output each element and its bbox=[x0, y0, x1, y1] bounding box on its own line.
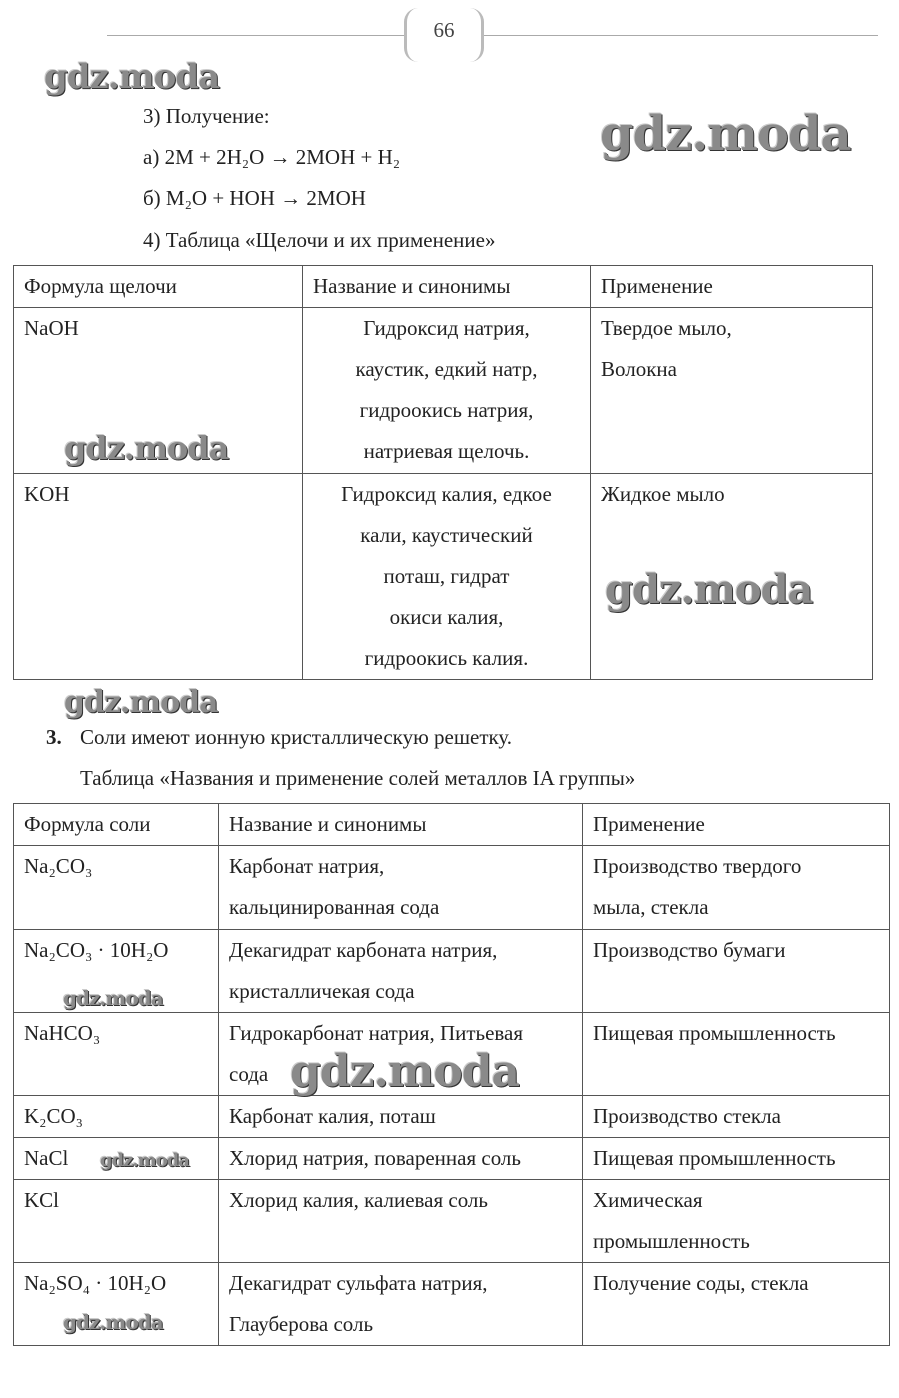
names-cell bbox=[219, 1096, 583, 1138]
names-line: Глауберова соль bbox=[229, 1312, 374, 1336]
use-line: Производство твердого bbox=[593, 854, 802, 878]
header-rule-right bbox=[484, 35, 878, 36]
formula-text: K₂CO₃ bbox=[24, 1104, 83, 1128]
watermark: gdz.moda bbox=[100, 1150, 189, 1171]
formula-cell bbox=[14, 930, 219, 1013]
header-row bbox=[14, 266, 873, 308]
formula-text: Na₂SO₄ · 10H₂O bbox=[24, 1271, 167, 1295]
table-row bbox=[14, 1138, 890, 1180]
use-line: Пищевая промышленность bbox=[593, 1146, 836, 1170]
alkali-table bbox=[13, 265, 873, 680]
column-header: Применение bbox=[583, 804, 890, 846]
item-number: 3. bbox=[46, 725, 62, 749]
table1-caption: 4) Таблица «Щелочи и их применение» bbox=[143, 228, 496, 252]
column-header: Применение bbox=[591, 266, 873, 308]
column-header: Формула соли bbox=[14, 804, 219, 846]
names-line: поташ, гидрат bbox=[383, 564, 510, 588]
table-row bbox=[14, 308, 873, 474]
formula-cell bbox=[14, 474, 303, 680]
table-row bbox=[14, 474, 873, 680]
names-line: Карбонат натрия, bbox=[229, 854, 385, 878]
formula-cell bbox=[14, 308, 303, 474]
table-row bbox=[14, 846, 890, 930]
names-cell bbox=[219, 1138, 583, 1180]
watermark: gdz.moda bbox=[290, 1046, 520, 1097]
names-line: Гидроксид калия, едкое bbox=[341, 482, 552, 506]
table-row bbox=[14, 1263, 890, 1346]
salts-table bbox=[13, 803, 890, 1346]
names-line: Хлорид калия, калиевая соль bbox=[229, 1188, 488, 1212]
salts-statement: Соли имеют ионную кристаллическую решетку. bbox=[80, 725, 513, 749]
names-line: Гидрокарбонат натрия, Питьевая bbox=[229, 1021, 524, 1045]
use-cell bbox=[583, 846, 890, 930]
formula-text: Na₂CO₃ bbox=[24, 854, 93, 878]
names-cell bbox=[219, 1013, 583, 1096]
watermark: gdz.moda bbox=[63, 986, 163, 1010]
table-row bbox=[14, 1096, 890, 1138]
names-line: Карбонат калия, поташ bbox=[229, 1104, 436, 1128]
use-line: Твердое мыло, bbox=[601, 316, 732, 340]
names-line: сода bbox=[229, 1062, 269, 1086]
table-row bbox=[14, 1013, 890, 1096]
formula-text: KOH bbox=[24, 482, 70, 506]
use-line: мыла, стекла bbox=[593, 895, 709, 919]
names-cell bbox=[219, 930, 583, 1013]
column-header: Название и синонимы bbox=[303, 266, 591, 308]
header-rule-left bbox=[107, 35, 404, 36]
use-line: Химическая bbox=[593, 1188, 703, 1212]
names-line: Декагидрат карбоната натрия, bbox=[229, 938, 498, 962]
names-line: Хлорид натрия, поваренная соль bbox=[229, 1146, 521, 1170]
use-line: Получение соды, стекла bbox=[593, 1271, 809, 1295]
watermark: gdz.moda bbox=[44, 57, 220, 97]
formula-text: KCl bbox=[24, 1188, 60, 1212]
names-line: кристалличекая сода bbox=[229, 979, 415, 1003]
names-cell bbox=[219, 1180, 583, 1263]
names-line: кали, каустический bbox=[360, 523, 533, 547]
column-header: Формула щелочи bbox=[14, 266, 303, 308]
names-cell bbox=[303, 474, 591, 680]
names-line: Гидроксид натрия, bbox=[363, 316, 530, 340]
use-line: Пищевая промышленность bbox=[593, 1021, 836, 1045]
use-line: Производство стекла bbox=[593, 1104, 781, 1128]
use-line: Жидкое мыло bbox=[601, 482, 725, 506]
formula-text: Na₂CO₃ · 10H₂O bbox=[24, 938, 169, 962]
section-heading: 3) Получение: bbox=[143, 104, 270, 128]
names-line: гидроокись калия. bbox=[364, 646, 529, 670]
formula-cell bbox=[14, 1180, 219, 1263]
equation-b: б) M₂O + HOH → 2MOH bbox=[143, 186, 366, 210]
formula-text: NaOH bbox=[24, 316, 79, 340]
use-line: Волокна bbox=[601, 357, 677, 381]
use-cell bbox=[583, 1138, 890, 1180]
table-row bbox=[14, 930, 890, 1013]
header-row bbox=[14, 804, 890, 846]
formula-cell bbox=[14, 1096, 219, 1138]
formula-cell bbox=[14, 1138, 219, 1180]
watermark: gdz.moda bbox=[64, 429, 229, 467]
use-cell bbox=[583, 1096, 890, 1138]
watermark: gdz.moda bbox=[605, 566, 813, 613]
names-line: кальцинированная сода bbox=[229, 895, 440, 919]
formula-cell bbox=[14, 1263, 219, 1346]
column-header: Название и синонимы bbox=[219, 804, 583, 846]
formula-cell bbox=[14, 1013, 219, 1096]
watermark: gdz.moda bbox=[64, 685, 218, 720]
use-cell bbox=[583, 1263, 890, 1346]
watermark: gdz.moda bbox=[63, 1310, 163, 1334]
names-cell bbox=[303, 308, 591, 474]
page-number: 66 bbox=[404, 8, 484, 62]
equation-a: а) 2M + 2H₂O → 2MOH + H₂ bbox=[143, 145, 401, 169]
names-cell bbox=[219, 1263, 583, 1346]
names-line: каустик, едкий натр, bbox=[355, 357, 538, 381]
formula-cell bbox=[14, 846, 219, 930]
use-cell bbox=[591, 474, 873, 680]
formula-text: NaHCO₃ bbox=[24, 1021, 101, 1045]
table2-caption: Таблица «Названия и применение солей металлов IA группы» bbox=[80, 766, 636, 790]
formula-text: NaCl bbox=[24, 1146, 69, 1170]
use-line: Производство бумаги bbox=[593, 938, 786, 962]
watermark: gdz.moda bbox=[600, 106, 851, 162]
names-line: натриевая щелочь. bbox=[363, 439, 530, 463]
use-cell bbox=[583, 1180, 890, 1263]
names-line: гидроокись натрия, bbox=[359, 398, 534, 422]
names-line: окиси калия, bbox=[389, 605, 504, 629]
names-cell bbox=[219, 846, 583, 930]
names-line: Декагидрат сульфата натрия, bbox=[229, 1271, 488, 1295]
use-cell bbox=[591, 308, 873, 474]
table-row bbox=[14, 1180, 890, 1263]
use-line: промышленность bbox=[593, 1229, 750, 1253]
use-cell bbox=[583, 930, 890, 1013]
use-cell bbox=[583, 1013, 890, 1096]
